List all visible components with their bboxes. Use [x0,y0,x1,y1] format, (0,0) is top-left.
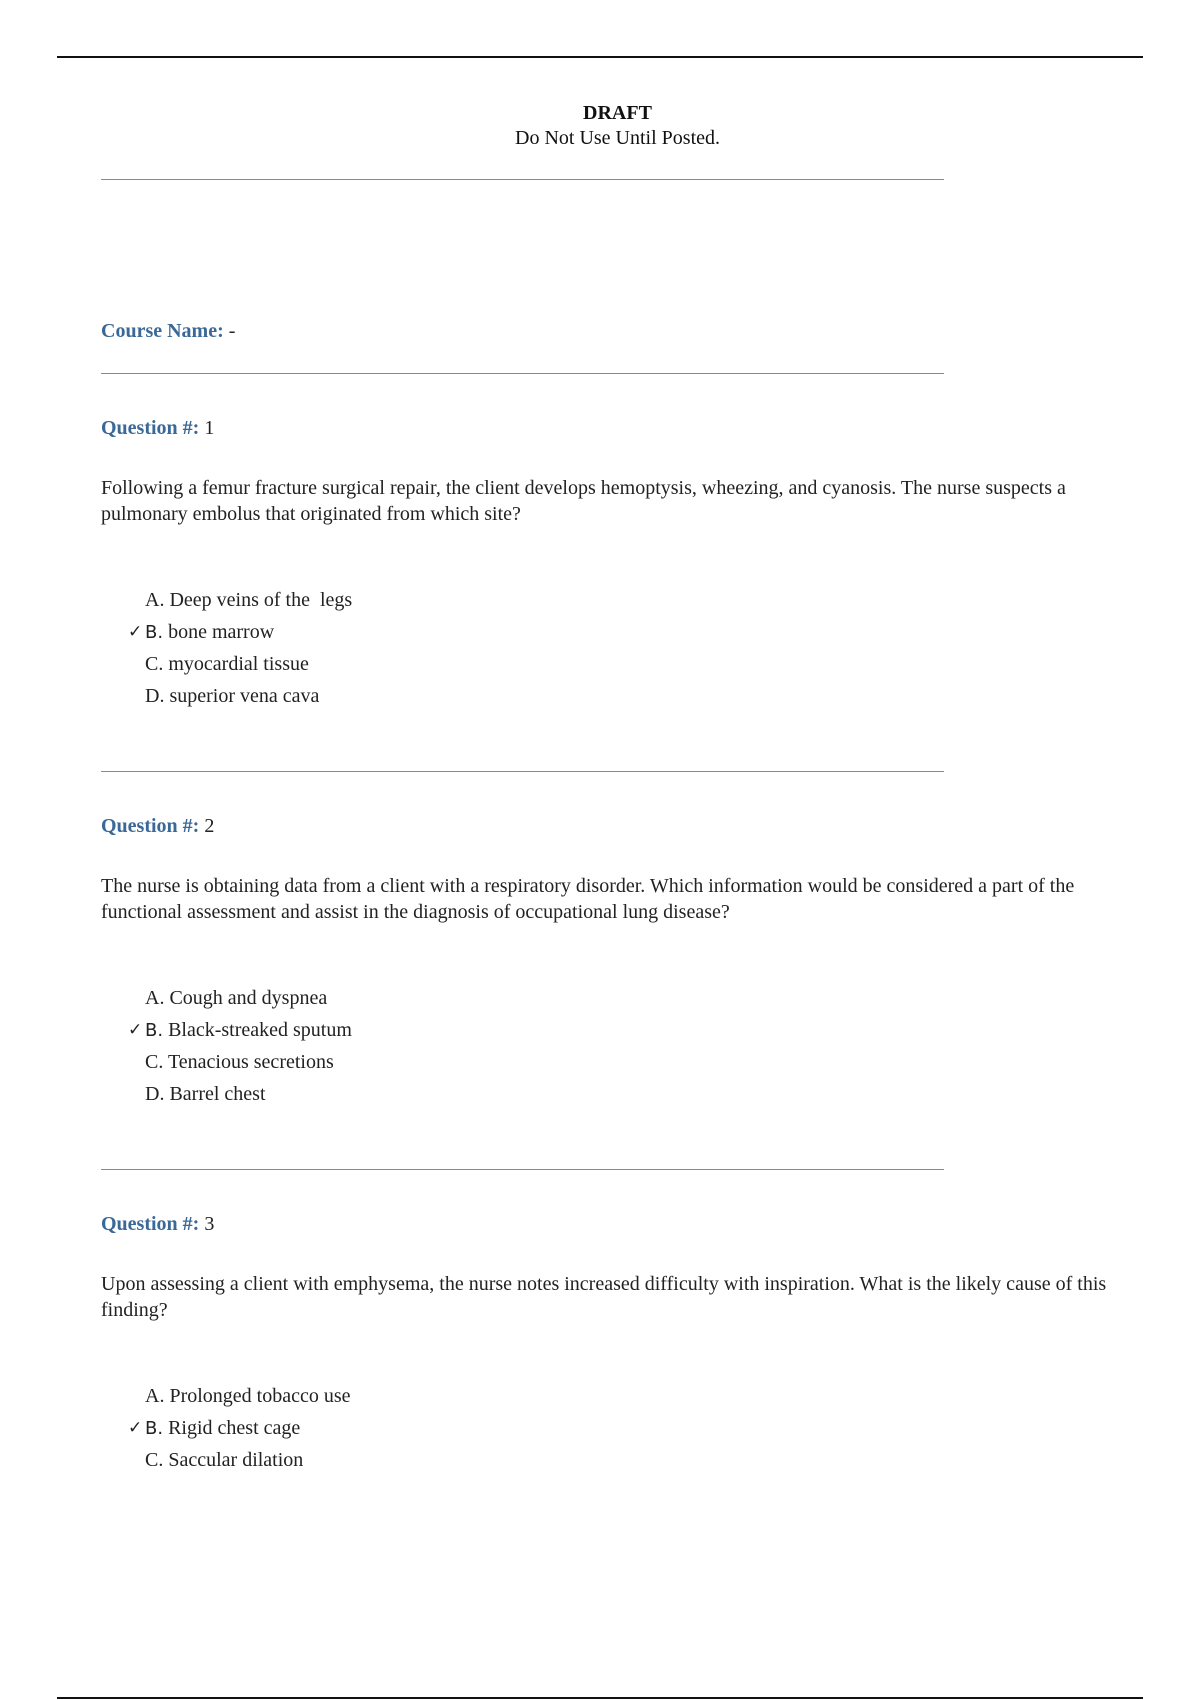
option-text: superior vena cava [169,685,320,707]
option-letter: A. [145,987,165,1009]
question-number: 1 [204,417,215,439]
option-letter: A. [145,589,165,611]
answer-option [128,651,352,683]
option-text: Deep veins of the legs [169,589,353,611]
draft-title: DRAFT [583,102,652,124]
answer-option [128,683,352,715]
answer-options [128,985,352,1113]
option-letter: D. [145,685,165,707]
question-text: The nurse is obtaining data from a client with a respiratory disorder. Which information would be considered a part of the functional assessment and assist in the diagnosis of occupational lung disease? [101,875,1075,923]
divider [101,1169,944,1170]
divider [101,771,944,772]
option-letter: B. [145,1418,164,1439]
question-label: Question #: [101,815,200,837]
question-number: 3 [204,1213,215,1235]
page-top-border [57,56,1143,58]
option-text: Black-streaked sputum [168,1019,352,1041]
question-header [101,815,214,838]
question-label: Question #: [101,417,200,439]
divider [101,373,944,374]
answer-options [128,1383,351,1479]
option-letter: A. [145,1385,165,1407]
question-header [101,417,214,440]
question-text: Upon assessing a client with emphysema, the nurse notes increased difficulty with inspiration. What is the likely cause of this finding? [101,1273,1107,1321]
option-text: Rigid chest cage [168,1417,301,1439]
question-header [101,1213,214,1236]
answer-option [128,985,352,1017]
answer-option [128,587,352,619]
course-name-label: Course Name: [101,320,224,342]
answer-option [128,1383,351,1415]
answer-option-correct [128,619,352,651]
question-label: Question #: [101,1213,200,1235]
option-text: Prolonged tobacco use [169,1385,351,1407]
option-letter: D. [145,1083,165,1105]
answer-option [128,1049,352,1081]
option-text: bone marrow [168,621,275,643]
option-text: Saccular dilation [168,1449,304,1471]
option-letter: C. [145,653,164,675]
option-text: Cough and dyspnea [169,987,328,1009]
question-number: 2 [204,815,215,837]
answer-options [128,587,352,715]
check-mark-icon: ✓ [128,1418,143,1438]
course-name-value: - [228,320,236,342]
draft-subtitle: Do Not Use Until Posted. [515,127,720,149]
question-text: Following a femur fracture surgical repair, the client develops hemoptysis, wheezing, and cyanosis. The nurse suspects a pulmonary embolus that originated from which site? [101,477,1066,525]
divider [101,179,944,180]
check-mark-icon: ✓ [128,622,143,642]
option-text: myocardial tissue [168,653,309,675]
answer-option-correct [128,1415,351,1447]
page-bottom-border [57,1697,1143,1699]
option-letter: C. [145,1051,164,1073]
option-text: Barrel chest [169,1083,266,1105]
option-letter: C. [145,1449,164,1471]
option-letter: B. [145,1020,164,1041]
check-mark-icon: ✓ [128,1020,143,1040]
answer-option-correct [128,1017,352,1049]
answer-option [128,1447,351,1479]
course-name-line [101,320,235,343]
option-text: Tenacious secretions [167,1051,334,1073]
option-letter: B. [145,622,164,643]
answer-option [128,1081,352,1113]
